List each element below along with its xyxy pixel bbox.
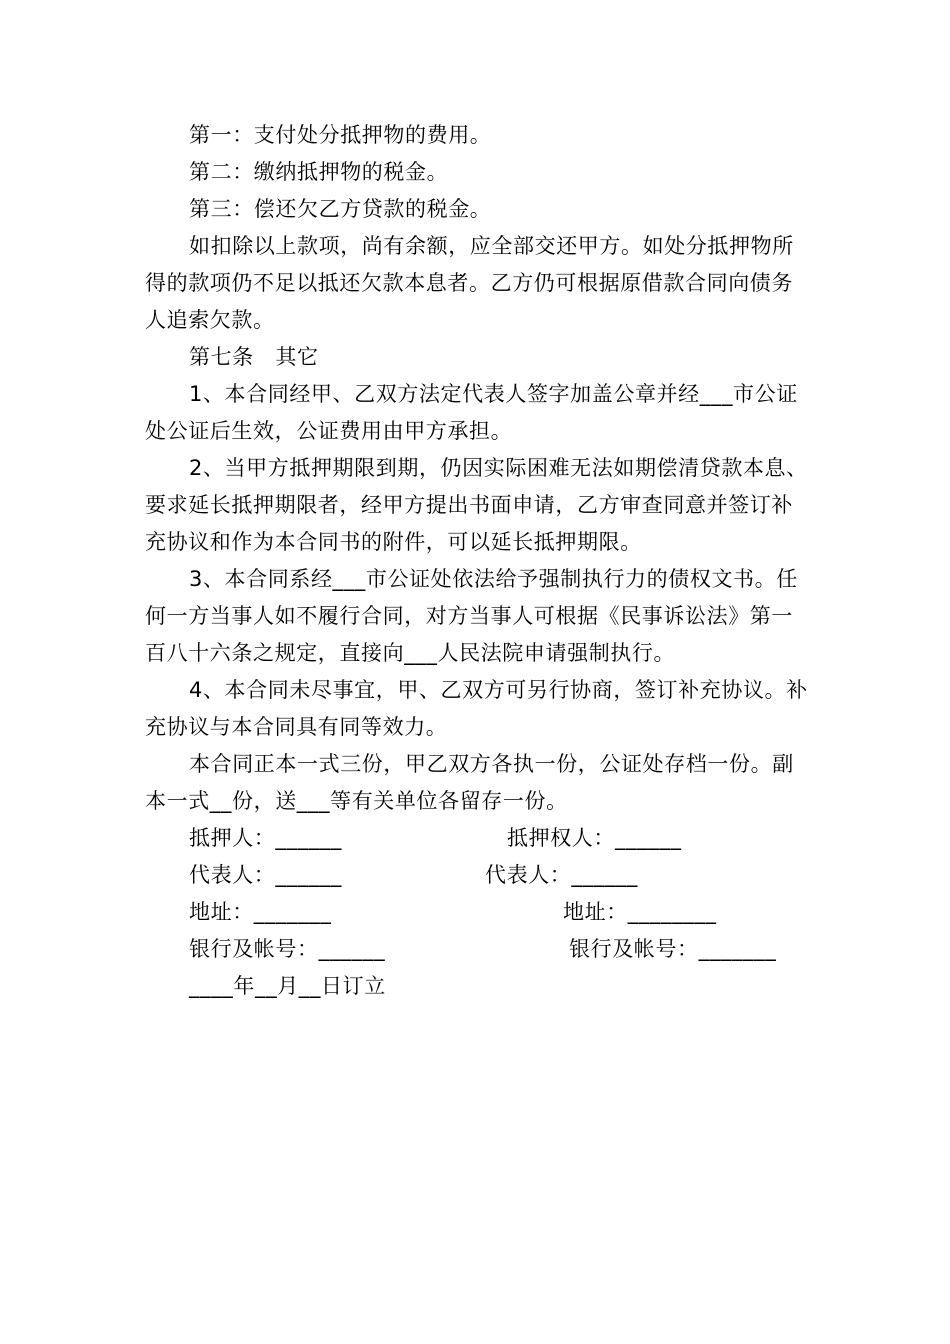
remainder-paragraph: 如扣除以上款项，尚有余额，应全部交还甲方。如处分抵押物所得的款项仍不足以抵还欠款本息者。乙方仍可根据原借款合同向债务人追索欠款。 xyxy=(145,234,794,332)
date-row xyxy=(145,968,810,1005)
address-left-line: 地址：_______ xyxy=(189,900,332,924)
item-1: 第一：支付处分抵押物的费用。 xyxy=(189,123,492,147)
clause-2: 2、当甲方抵押期限到期，仍因实际困难无法如期偿清贷款本息、要求延长抵押期限者，经甲方提出书面申请，乙方审查同意并签订补充协议和作为本合同书的附件，可以延长抵押期限。 xyxy=(145,456,808,554)
contract-body xyxy=(145,117,810,1005)
bank-right-line: 银行及帐号：_______ xyxy=(569,937,777,961)
clause-4: 4、本合同未尽事宜，甲、乙双方可另行协商，签订补充协议。补充协议与本合同具有同等效力。 xyxy=(145,678,808,739)
signature-row-address xyxy=(145,894,810,931)
copies-paragraph: 本合同正本一式三份，甲乙双方各执一份，公证处存档一份。副本一式__份，送___等有关单位各留存一份。 xyxy=(145,752,794,813)
item-2: 第二：缴纳抵押物的税金。 xyxy=(189,160,449,184)
representative-left-line: 代表人：______ xyxy=(189,863,342,887)
address-right-line: 地址：________ xyxy=(563,900,717,924)
mortgagee-line: 抵押权人：______ xyxy=(507,826,682,850)
representative-right-line: 代表人：______ xyxy=(485,863,638,887)
signature-row-parties xyxy=(145,820,810,857)
date-line: ____年__月__日订立 xyxy=(189,974,386,998)
article-title: 第七条 其它 xyxy=(189,345,319,369)
item-3: 第三：偿还欠乙方贷款的税金。 xyxy=(189,197,492,221)
clause-3: 3、本合同系经___市公证处依法给予强制执行力的债权文书。任何一方当事人如不履行合同，对方当事人可根据《民事诉讼法》第一百八十六条之规定，直接向___人民法院申请强制执行。 xyxy=(145,567,798,665)
clause-1: 1、本合同经甲、乙双方法定代表人签字加盖公章并经___市公证处公证后生效，公证费用由甲方承担。 xyxy=(145,382,798,443)
mortgagor-line: 抵押人：______ xyxy=(189,826,342,850)
signature-row-representatives xyxy=(145,857,810,894)
signature-row-bank xyxy=(145,931,810,968)
bank-left-line: 银行及帐号：______ xyxy=(189,937,386,961)
